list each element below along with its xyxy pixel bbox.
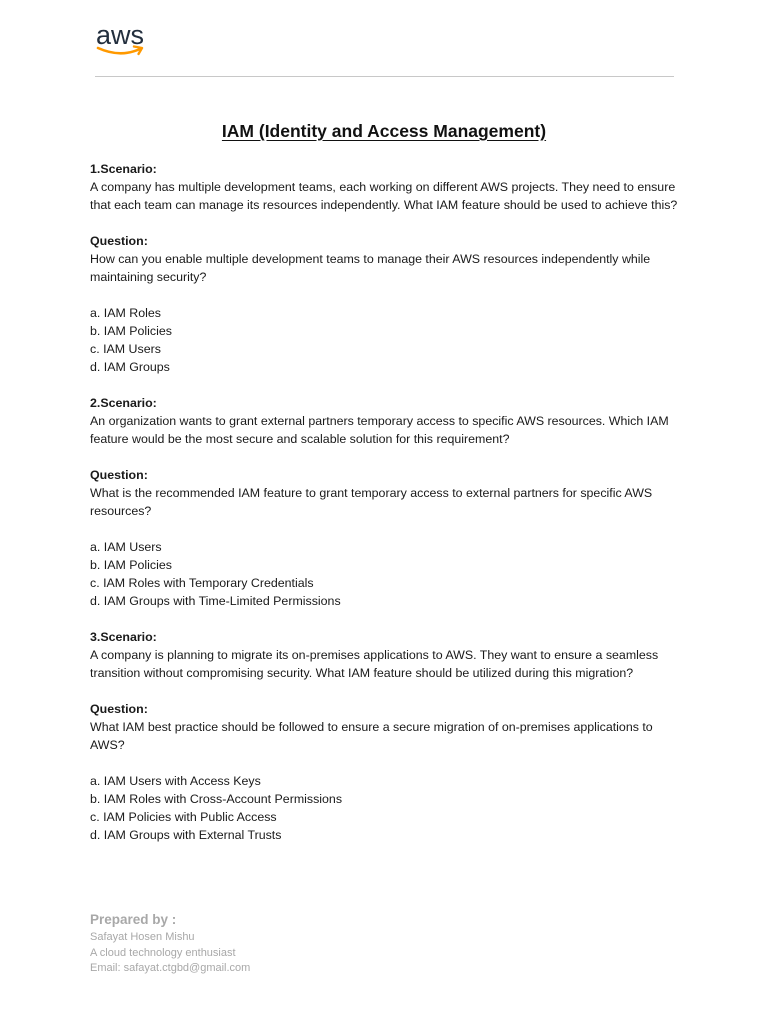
scenario-1 [90,160,682,214]
question-3-options [90,772,682,844]
option-3a: a. IAM Users with Access Keys [90,774,261,788]
option-3b: b. IAM Roles with Cross-Account Permissions [90,792,343,806]
scenario-2 [90,394,682,448]
question-3-label: Question: [90,702,148,716]
aws-logo-text: aws [96,20,145,50]
question-2-text: What is the recommended IAM feature to grant temporary access to external partners for specific AWS resources? [90,486,653,518]
author-tagline: A cloud technology enthusiast [90,946,236,959]
scenario-1-text: A company has multiple development teams, each working on different AWS projects. They need to ensure that each team can manage its resources independently. What IAM feature should be used to achieve this? [90,180,678,212]
question-1-options [90,304,682,376]
scenario-3-label: 3.Scenario: [90,630,157,644]
scenario-2-text: An organization wants to grant external partners temporary access to specific AWS resources. Which IAM feature would be the most secure and scalable solution for this requirement? [90,414,669,446]
scenario-2-label: 2.Scenario: [90,396,157,410]
option-2b: b. IAM Policies [90,558,172,572]
option-1b: b. IAM Policies [90,324,172,338]
question-1-label: Question: [90,234,148,248]
question-3-text: What IAM best practice should be followed to ensure a secure migration of on-premises applications to AWS? [90,720,653,752]
aws-logo [96,22,156,62]
scenario-1-label: 1.Scenario: [90,162,157,176]
option-3c: c. IAM Policies with Public Access [90,810,277,824]
option-1a: a. IAM Roles [90,306,161,320]
question-1-text: How can you enable multiple development teams to manage their AWS resources independently while maintaining security? [90,252,651,284]
question-2-options [90,538,682,610]
author-footer [90,911,250,977]
header-divider [95,76,674,77]
scenario-3 [90,628,682,682]
quiz-content [90,160,682,862]
option-1d: d. IAM Groups [90,360,170,374]
question-1 [90,232,682,286]
option-1c: c. IAM Users [90,342,161,356]
aws-smile-icon [96,44,148,58]
question-2-label: Question: [90,468,148,482]
prepared-by-heading: Prepared by : [90,912,177,927]
option-2c: c. IAM Roles with Temporary Credentials [90,576,314,590]
author-name: Safayat Hosen Mishu [90,931,195,943]
scenario-3-text: A company is planning to migrate its on-premises applications to AWS. They want to ensure a seamless transition without compromising security. What IAM feature should be utilized during this migration? [90,648,659,680]
option-2a: a. IAM Users [90,540,162,554]
question-3 [90,700,682,754]
option-2d: d. IAM Groups with Time-Limited Permissions [90,594,341,608]
author-email: Email: safayat.ctgbd@gmail.com [90,962,251,974]
question-2 [90,466,682,520]
page-title: IAM (Identity and Access Management) [221,121,547,141]
option-3d: d. IAM Groups with External Trusts [90,828,282,842]
